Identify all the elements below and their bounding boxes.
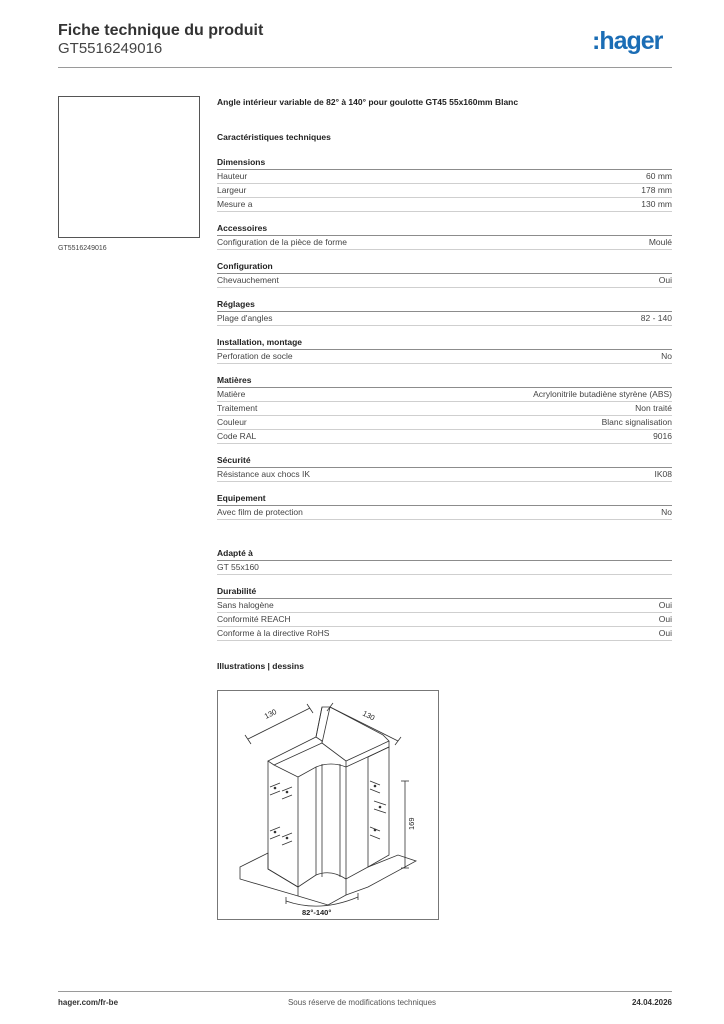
spec-row [217,613,672,627]
spec-row [217,184,672,198]
spec-value: 9016 [653,431,672,441]
spec-value: Oui [658,600,672,610]
footer-divider [58,991,672,992]
spec-value: No [661,507,672,517]
product-image-caption: GT5516249016 [58,245,107,252]
spec-value: Oui [658,275,672,285]
spec-value: IK08 [654,469,672,479]
spec-value: Oui [658,614,672,624]
dimension-label-left: 130 [262,707,279,721]
spec-value: 60 mm [646,171,672,181]
hager-logo [592,26,676,56]
spec-row [217,312,672,326]
spec-value: 178 mm [641,185,672,195]
section-heading: Configuration [217,261,273,271]
spec-row [217,198,672,212]
spec-label: Matière [217,389,246,399]
section-heading: Matières [217,375,252,385]
product-description: Angle intérieur variable de 82° à 140° pour goulotte GT45 55x160mm Blanc [217,97,519,107]
spec-label: Configuration de la pièce de forme [217,237,347,247]
spec-label: Mesure a [217,199,253,209]
technical-drawing [217,690,439,920]
spec-label: Largeur [217,185,247,195]
spec-label: Conformité REACH [217,614,291,624]
footer-website-link[interactable]: hager.com/fr-be [58,998,119,1007]
spec-value: Oui [658,628,672,638]
spec-row [217,627,672,641]
spec-row [217,388,672,402]
illustrations-heading: Illustrations | dessins [217,661,304,671]
section-heading: Réglages [217,299,255,309]
spec-row [217,599,672,613]
dimension-label-height: 169 [407,817,416,830]
spec-label: Plage d'angles [217,313,273,323]
hager-logo-text: :hager [592,27,663,55]
spec-value: Acrylonitrile butadiène styrène (ABS) [533,389,672,399]
spec-label: Perforation de socle [217,351,293,361]
spec-label: Résistance aux chocs IK [217,469,311,479]
spec-row [217,236,672,250]
technical-characteristics-heading: Caractéristiques techniques [217,132,331,142]
footer-date: 24.04.2026 [631,998,672,1007]
header-divider [58,67,672,68]
spec-value: Non traité [635,403,672,413]
spec-label: Sans halogène [217,600,274,610]
footer-notice: Sous réserve de modifications techniques [287,998,437,1007]
section-heading: Equipement [217,493,266,503]
dimension-label-right: 130 [361,708,377,723]
product-image-placeholder [58,96,200,238]
spec-row [217,506,672,520]
spec-row [217,468,672,482]
technical-content [217,96,672,672]
section-heading: Durabilité [217,586,257,596]
spec-value: 82 - 140 [640,313,672,323]
spec-label: GT 55x160 [217,562,259,572]
section-heading: Installation, montage [217,337,303,347]
spec-label: Avec film de protection [217,507,303,517]
section-heading: Sécurité [217,455,251,465]
spec-value: Moulé [648,237,672,247]
spec-value: No [661,351,672,361]
spec-row [217,350,672,364]
spec-value: 130 mm [641,199,672,209]
page-title: Fiche technique du produit [58,22,264,39]
spec-sections [217,156,672,641]
spec-row [217,430,672,444]
product-reference: GT5516249016 [58,40,163,57]
spec-label: Chevauchement [217,275,279,285]
spec-label: Hauteur [217,171,248,181]
spec-label: Couleur [217,417,247,427]
corner-piece-drawing [218,691,438,919]
spec-row [217,170,672,184]
spec-row [217,416,672,430]
section-heading: Dimensions [217,157,266,167]
spec-value: Blanc signalisation [601,417,672,427]
spec-row [217,402,672,416]
spec-label: Conforme à la directive RoHS [217,628,330,638]
spec-row [217,274,672,288]
spec-label: Code RAL [217,431,257,441]
dimension-label-angle: 82°-140° [302,908,332,917]
section-heading: Adapté à [217,548,253,558]
spec-row [217,561,672,575]
section-heading: Accessoires [217,223,268,233]
spec-label: Traitement [217,403,258,413]
